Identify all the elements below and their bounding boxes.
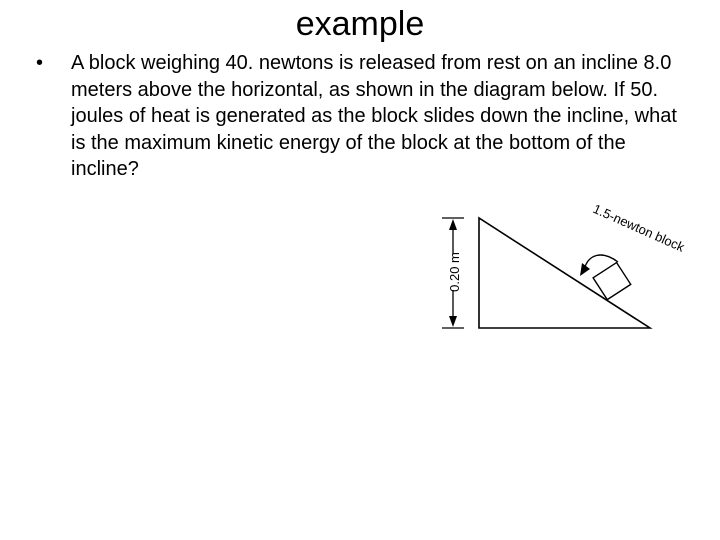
dimension-arrow-up-icon [449, 219, 457, 230]
bullet-item [36, 50, 686, 183]
block-label: 1.5-newton block [590, 201, 687, 255]
slide-title: example [295, 5, 425, 43]
height-label: 0.20 m [447, 252, 462, 292]
incline-triangle [479, 218, 650, 328]
problem-text: A block weighing 40. newtons is released from rest on an incline 8.0 meters above the horizontal, as shown in the diagram below. If 50. joules of heat is generated as the block slides down the incline, what is the maximum kinetic energy of the block at the bottom of the incline? [71, 52, 677, 180]
bullet-marker: • [36, 52, 44, 74]
dimension-arrow-down-icon [449, 316, 457, 327]
incline-diagram [424, 192, 688, 342]
block [593, 263, 631, 300]
